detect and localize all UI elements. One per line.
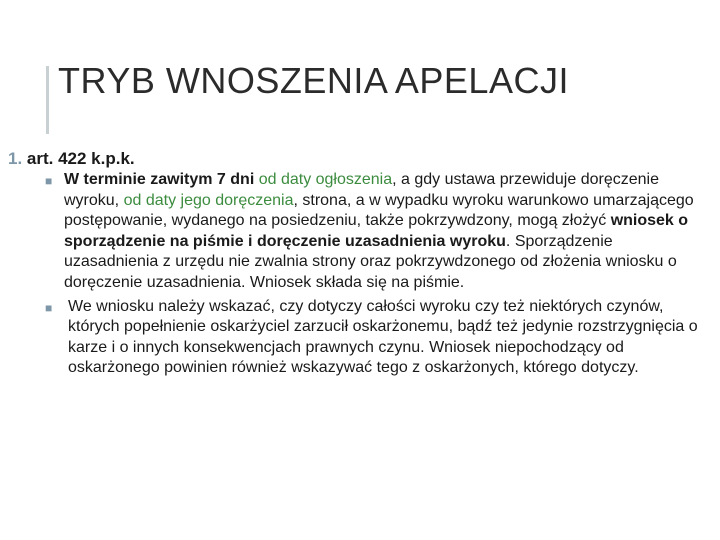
text-segment: We wniosku należy wskazać, czy dotyczy całości wyroku czy też niektórych czynów, których popełnienie oskarżyciel zarzucił oskarżonemu, bądź też jedynie rozstrzygnięcia o karze i o innych konsekwencjach prawnych czynu. Wniosek niepochodzący od oskarżonego powinien również wskazywać tego z oskarżonych, którego dotyczy. <box>68 297 698 377</box>
sub-list-item-2 <box>8 297 708 379</box>
text-segment-bold: wniosek o sporządzenie na piśmie i doręczenie uzasadnienia wyroku <box>64 212 689 250</box>
sub-list <box>8 170 708 379</box>
list-heading: art. 422 k.p.k. <box>26 149 135 168</box>
text-segment: . Sporządzenie uzasadnienia z urzędu nie zwalnia strony oraz pokrzywdzonego od złożenia wniosku o doręczenie uzasadnienia. Wniosek składa się na piśmie. <box>64 232 677 291</box>
title-accent-bar <box>46 66 49 134</box>
slide-body <box>8 148 708 379</box>
text-segment-highlight: od daty jego doręczenia <box>123 191 294 209</box>
sub-list-item-1 <box>8 170 708 294</box>
text-segment-highlight: od daty ogłoszenia <box>258 171 393 188</box>
text-segment: , a gdy ustawa przewiduje doręczenie wyroku, <box>64 171 659 209</box>
square-bullet-icon: ■ <box>45 300 53 315</box>
text-segment: , strona, a w wypadku wyroku warunkowo umarzającego postępowanie, wydanego na posiedzeniu, także pokrzywdzony, mogą złożyć <box>64 191 694 230</box>
slide-title: TRYB WNOSZENIA APELACJI <box>58 60 569 101</box>
text-segment: W terminie zawitym 7 dni <box>64 171 259 188</box>
square-bullet-icon: ■ <box>45 174 53 188</box>
list-item-1 <box>8 148 708 170</box>
list-number: 1. <box>8 149 23 168</box>
